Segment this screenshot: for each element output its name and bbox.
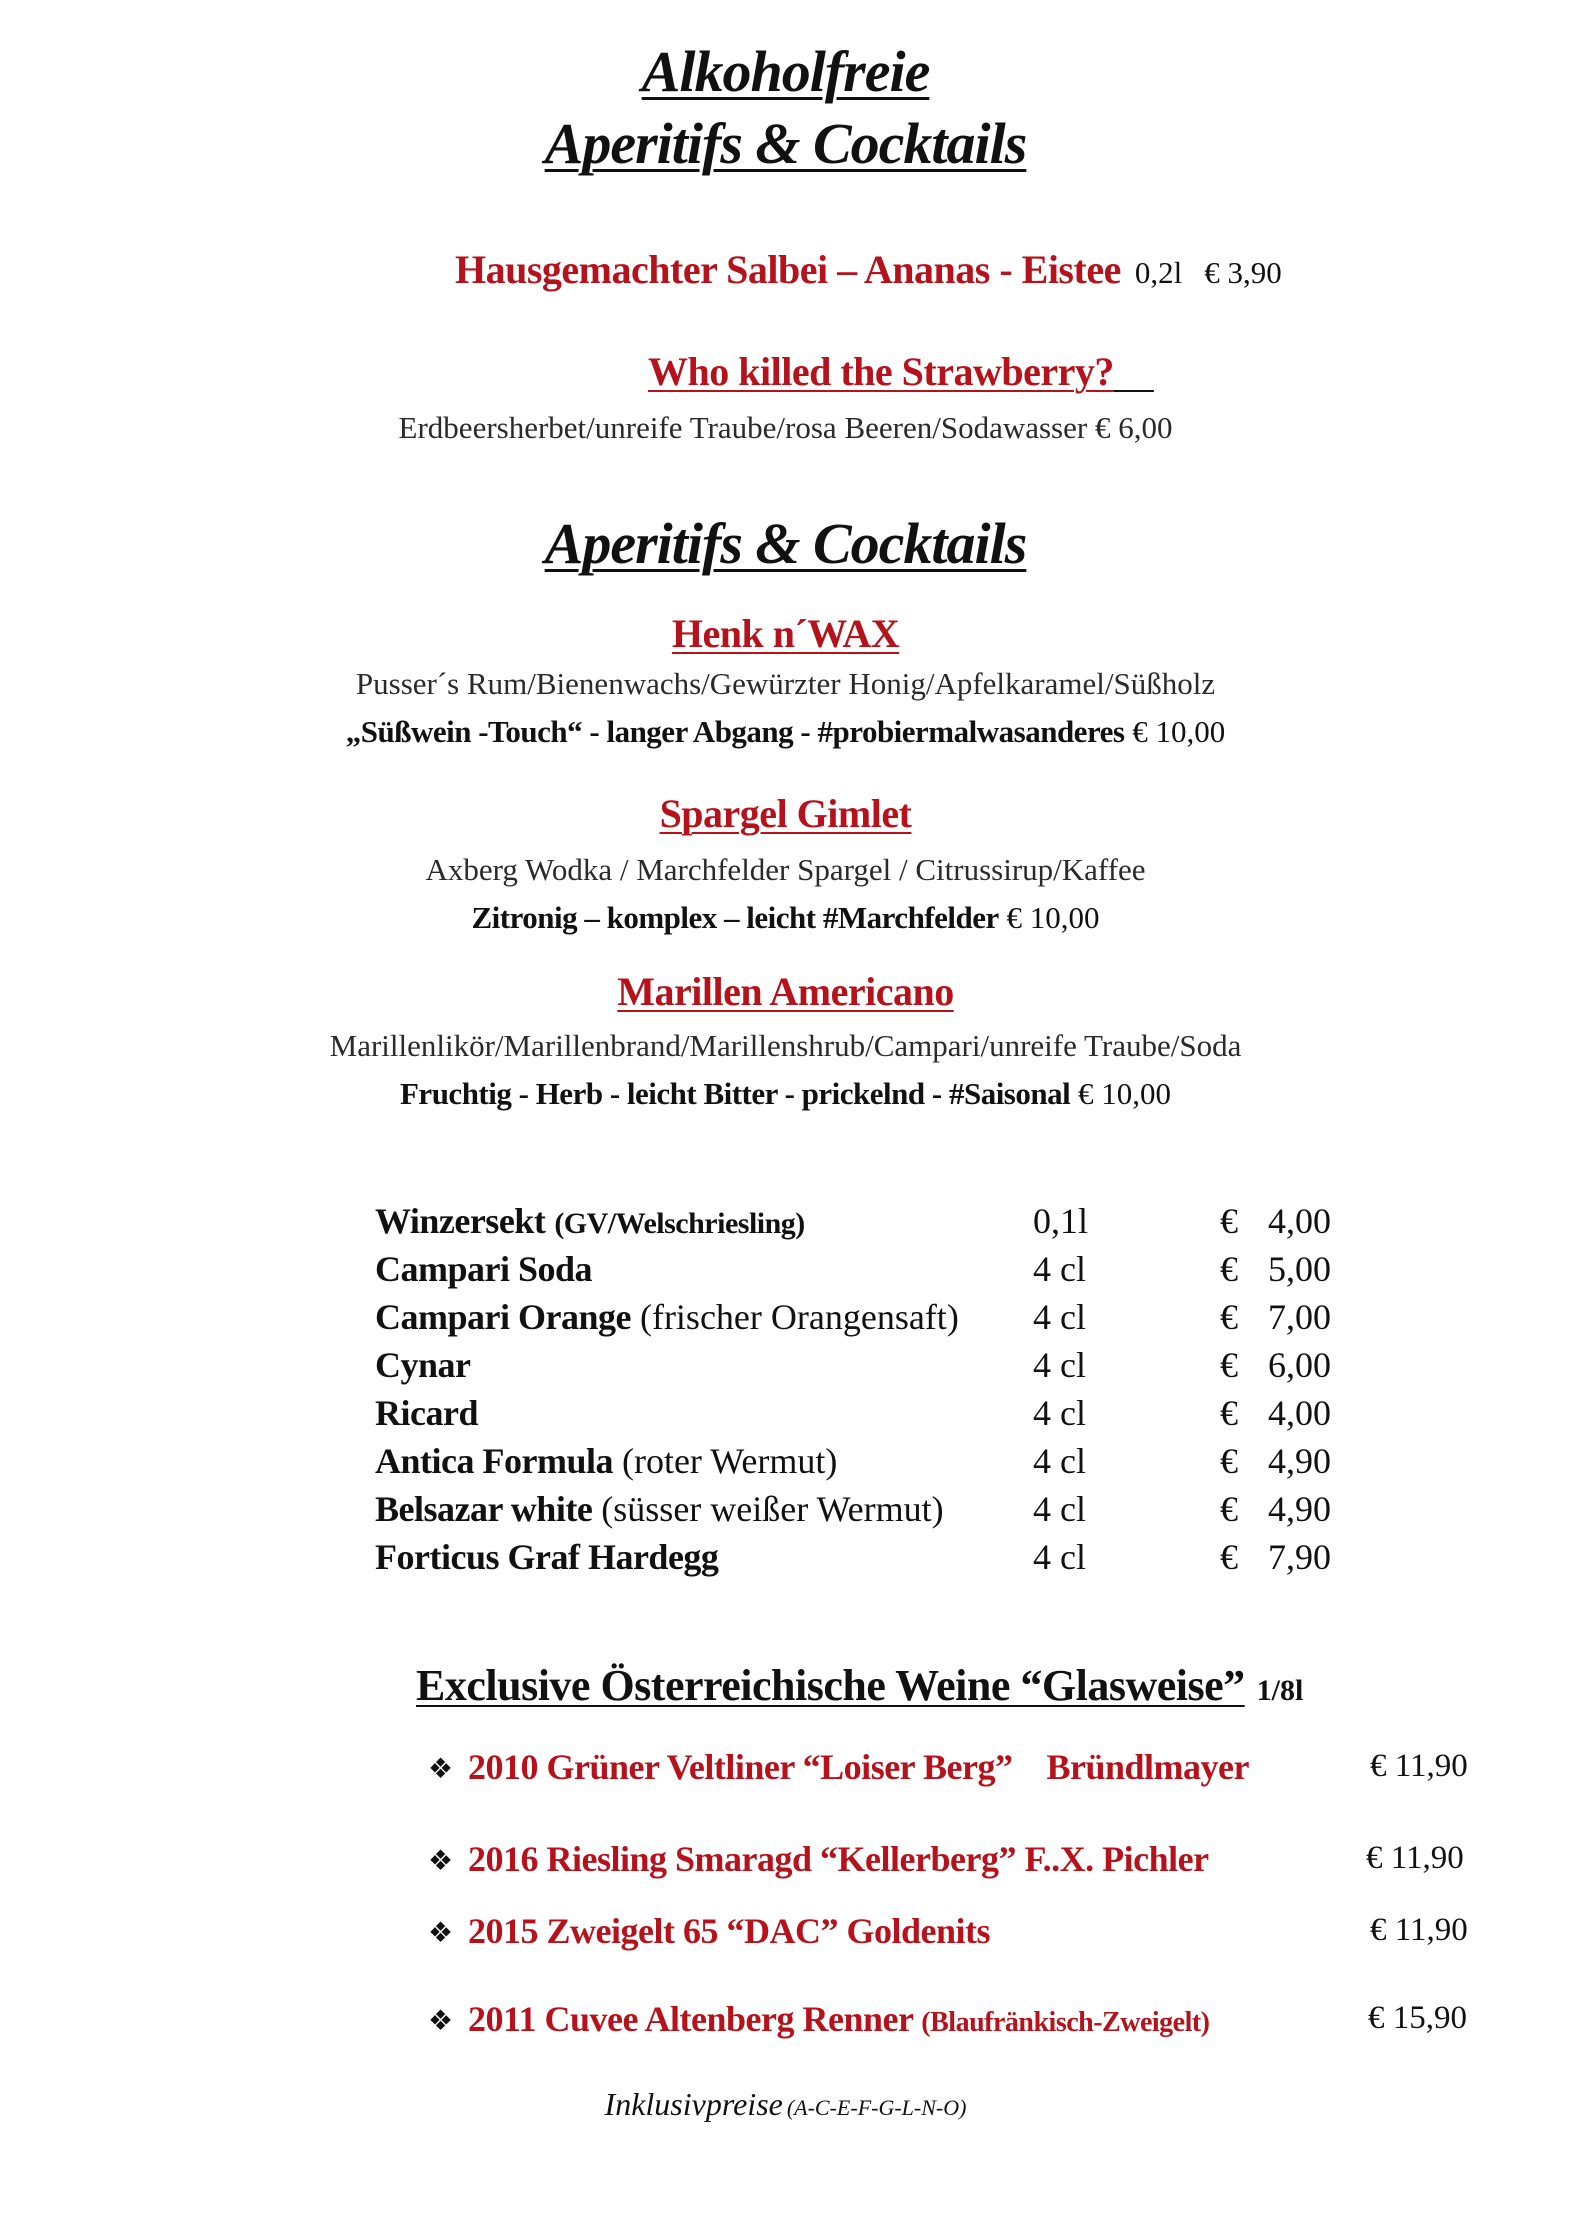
aperitif-qty: 4 cl <box>1033 1441 1086 1481</box>
heading-alcohol-free-line1: Alkoholfreie <box>641 39 930 104</box>
wine-name-suffix: (Blaufränkisch-Zweigelt) <box>921 2007 1210 2038</box>
footer-allergens: (A-C-E-F-G-L-N-O) <box>786 2095 967 2120</box>
wine-price: € 11,90 <box>1370 1912 1468 1948</box>
cocktail-ingredients: Marillenlikör/Marillenbrand/Marillenshrub/Campari/unreife Traube/Soda <box>329 1028 1242 1063</box>
cocktail-taste-line <box>0 714 1571 750</box>
wine-price: € 11,90 <box>1370 1748 1468 1784</box>
diamond-bullet-icon: ❖ <box>428 1754 454 1785</box>
drink-name: Hausgemachter Salbei – Ananas - Eistee <box>455 247 1121 292</box>
aperitif-name: Antica Formula <box>375 1441 613 1481</box>
heading-alcohol-free-line2: Aperitifs & Cocktails <box>544 111 1027 176</box>
aperitif-currency: € <box>1220 1489 1238 1529</box>
wine-name: 2016 Riesling Smaragd “Kellerberg” F..X. Pichler <box>468 1839 1209 1879</box>
aperitif-qty: 4 cl <box>1033 1489 1086 1529</box>
aperitif-qty: 4 cl <box>1033 1537 1086 1577</box>
cocktail-name: Spargel Gimlet <box>659 791 912 836</box>
cocktail-taste-line <box>0 1076 1571 1112</box>
cocktail-spargel <box>0 790 1571 837</box>
alcohol-free-item-strawberry <box>648 348 1154 395</box>
drink-volume: 0,2l <box>1134 255 1183 290</box>
aperitif-qty: 4 cl <box>1033 1393 1086 1433</box>
aperitif-currency: € <box>1220 1297 1238 1337</box>
aperitif-qty: 4 cl <box>1033 1297 1086 1337</box>
wine-row <box>0 1910 1571 1954</box>
wine-heading <box>416 1660 1303 1711</box>
aperitif-note: (frischer Orangensaft) <box>639 1297 959 1337</box>
cocktail-ingredients: Axberg Wodka / Marchfelder Spargel / Citrussirup/Kaffee <box>425 852 1146 887</box>
aperitif-currency: € <box>1220 1537 1238 1577</box>
heading-alcohol-free-sub <box>0 110 1571 177</box>
aperitif-row <box>0 1392 1571 1440</box>
cocktail-name: Henk n´WAX <box>671 611 900 656</box>
cocktail-taste: Zitronig – komplex – leicht #Marchfelder <box>471 900 999 935</box>
aperitif-row <box>0 1200 1571 1248</box>
aperitif-name: Ricard <box>375 1393 478 1433</box>
aperitif-price: 4,90 <box>1268 1489 1331 1529</box>
aperitif-price: 4,00 <box>1268 1393 1331 1433</box>
aperitif-note: (GV/Welschriesling) <box>554 1207 805 1240</box>
cocktail-marillen <box>0 968 1571 1015</box>
aperitif-name: Winzersekt <box>375 1201 546 1241</box>
diamond-bullet-icon: ❖ <box>428 1846 454 1877</box>
aperitif-currency: € <box>1220 1393 1238 1433</box>
aperitif-currency: € <box>1220 1249 1238 1289</box>
footer-text: Inklusivpreise <box>604 2086 783 2122</box>
aperitif-row <box>0 1248 1571 1296</box>
cocktail-price: € 10,00 <box>1077 1076 1171 1111</box>
aperitif-row <box>0 1536 1571 1584</box>
alcohol-free-item-eistee <box>455 246 1282 293</box>
aperitif-qty: 4 cl <box>1033 1345 1086 1385</box>
drink-price: € 3,90 <box>1204 255 1282 290</box>
cocktail-price: € 10,00 <box>1132 714 1226 749</box>
aperitif-price: 4,00 <box>1268 1201 1331 1241</box>
aperitif-name: Campari Orange <box>375 1297 631 1337</box>
aperitif-price: 7,90 <box>1268 1537 1331 1577</box>
cocktail-name: Marillen Americano <box>617 969 954 1014</box>
aperitif-currency: € <box>1220 1201 1238 1241</box>
aperitif-note: (süsser weißer Wermut) <box>601 1489 944 1529</box>
wine-name: 2010 Grüner Veltliner “Loiser Berg” Bründlmayer <box>468 1747 1249 1787</box>
aperitif-row <box>0 1296 1571 1344</box>
aperitif-row <box>0 1440 1571 1488</box>
aperitif-qty: 0,1l <box>1033 1201 1089 1241</box>
aperitif-currency: € <box>1220 1441 1238 1481</box>
aperitif-row <box>0 1344 1571 1392</box>
cocktail-taste-line <box>0 900 1571 936</box>
aperitif-name: Forticus Graf Hardegg <box>375 1537 719 1577</box>
drink-description: Erdbeersherbet/unreife Traube/rosa Beeren/Sodawasser € 6,00 <box>398 410 1173 445</box>
footer <box>0 2086 1571 2123</box>
aperitif-name: Campari Soda <box>375 1249 593 1289</box>
aperitif-currency: € <box>1220 1345 1238 1385</box>
aperitif-price: 6,00 <box>1268 1345 1331 1385</box>
wine-price: € 11,90 <box>1366 1840 1464 1876</box>
cocktail-taste: „Süßwein -Touch“ - langer Abgang - #probiermalwasanderes <box>345 714 1125 749</box>
cocktail-price: € 10,00 <box>1006 900 1100 935</box>
wine-row <box>0 1998 1571 2042</box>
aperitif-row <box>0 1488 1571 1536</box>
cocktail-taste: Fruchtig - Herb - leicht Bitter - prickelnd - #Saisonal <box>400 1076 1071 1111</box>
aperitif-price: 5,00 <box>1268 1249 1331 1289</box>
wine-heading-unit: 1/8l <box>1256 1674 1304 1707</box>
cocktail-henk <box>0 610 1571 657</box>
aperitif-price: 4,90 <box>1268 1441 1331 1481</box>
aperitif-price: 7,00 <box>1268 1297 1331 1337</box>
wine-heading-title: Exclusive Österreichische Weine “Glasweise” <box>416 1661 1245 1710</box>
wine-name: 2011 Cuvee Altenberg Renner (Blaufränkisch-Zweigelt) <box>468 1999 1210 2039</box>
wine-price: € 15,90 <box>1368 2000 1467 2036</box>
aperitif-qty: 4 cl <box>1033 1249 1086 1289</box>
wine-name: 2015 Zweigelt 65 “DAC” Goldenits <box>468 1911 990 1951</box>
wine-row <box>0 1746 1571 1790</box>
aperitif-name: Belsazar white <box>375 1489 593 1529</box>
aperitif-name: Cynar <box>375 1345 471 1385</box>
cocktail-ingredients: Pusser´s Rum/Bienenwachs/Gewürzter Honig/Apfelkaramel/Süßholz <box>355 666 1216 701</box>
drink-name: Who killed the Strawberry? <box>648 349 1114 394</box>
heading-cocktails: Aperitifs & Cocktails <box>544 511 1027 576</box>
diamond-bullet-icon: ❖ <box>428 2006 454 2037</box>
diamond-bullet-icon: ❖ <box>428 1918 454 1949</box>
heading-alcohol-free <box>0 38 1571 105</box>
wine-row <box>0 1838 1571 1882</box>
aperitif-note: (roter Wermut) <box>621 1441 838 1481</box>
